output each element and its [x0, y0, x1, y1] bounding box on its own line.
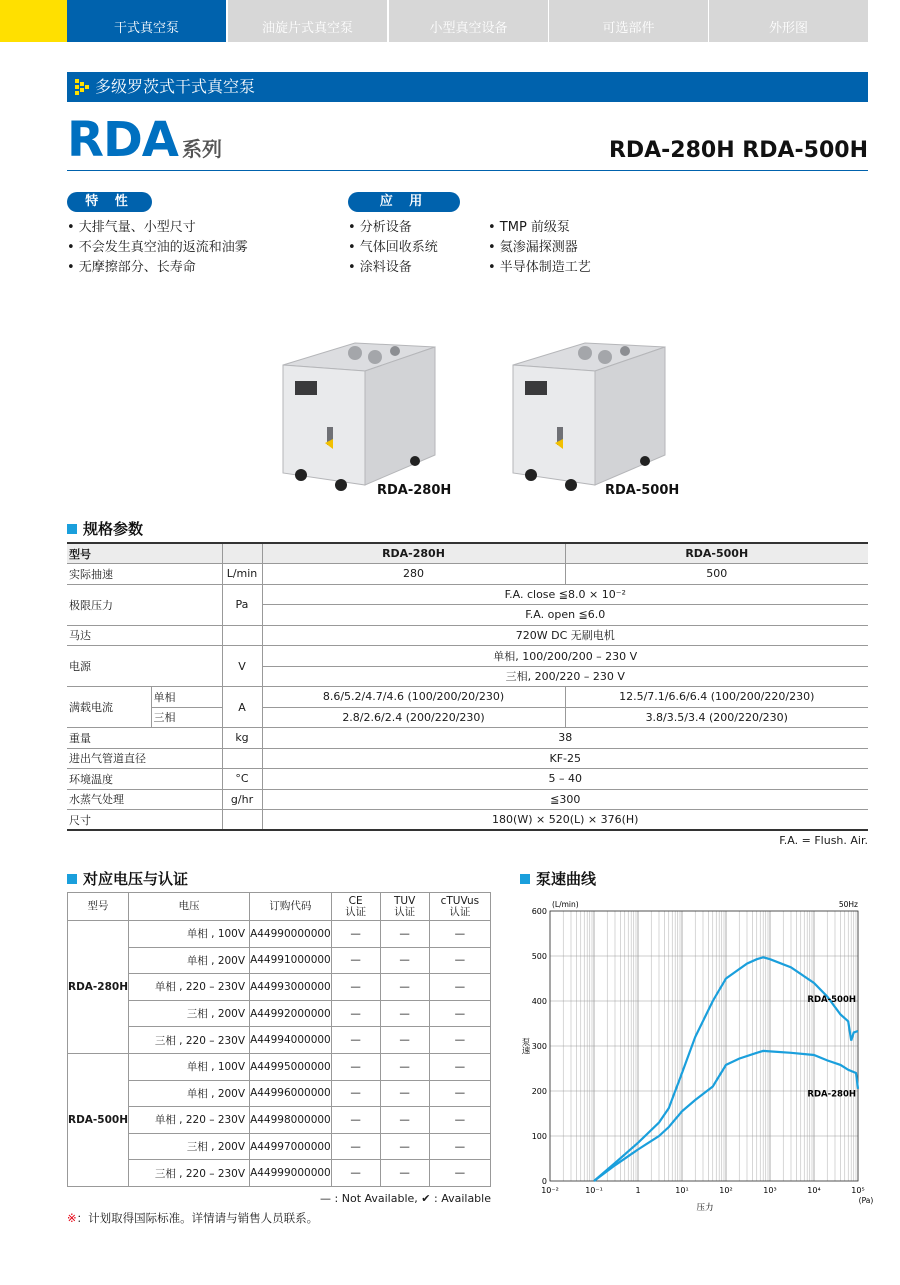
- order-code-cell: A44994000000: [250, 1027, 332, 1054]
- application-item: • TMP 前级泵: [488, 220, 570, 235]
- top-tab-bar: [0, 0, 900, 42]
- models-heading: RDA-280H RDA-500H: [608, 138, 868, 163]
- pump-label: RDA-280H: [377, 483, 452, 498]
- ce-cell: —: [331, 1107, 380, 1134]
- pump-illustration: [505, 335, 675, 495]
- voltage-cell: 单相 , 200V: [129, 947, 250, 974]
- spec-section-title: 规格参数: [67, 518, 143, 539]
- ctuvus-cell: —: [429, 1133, 490, 1160]
- curve-section-title: 泵速曲线: [520, 868, 596, 889]
- ctuvus-cell: —: [429, 974, 490, 1001]
- y-tick-label: 400: [531, 997, 547, 1006]
- tab-optional-parts[interactable]: 可选部件: [549, 0, 708, 42]
- table-row: F.A. open ≦6.0: [67, 605, 868, 626]
- series-name: RDA: [67, 112, 178, 168]
- x-tick-label: 10⁴: [807, 1186, 821, 1195]
- table-row: [68, 1160, 491, 1187]
- col-header: 电压: [129, 893, 250, 921]
- y-tick-label: 300: [531, 1042, 547, 1051]
- col-header: cTUVus 认证: [429, 893, 490, 921]
- tuv-cell: —: [380, 974, 429, 1001]
- table-row: [68, 1133, 491, 1160]
- ctuvus-cell: —: [429, 947, 490, 974]
- tuv-cell: —: [380, 1160, 429, 1187]
- pump-label: RDA-500H: [605, 483, 680, 498]
- series-label: RDA-280H: [807, 1089, 856, 1100]
- note-text: ：计划取得国际标准。详情请与销售人员联系。: [76, 1211, 319, 1225]
- tuv-cell: —: [380, 921, 429, 948]
- tab-oil-rotary-pump[interactable]: 油旋片式真空泵: [228, 0, 387, 42]
- x-axis-label: 压力: [696, 1203, 714, 1213]
- series-title: [67, 112, 222, 168]
- divider-line: [67, 170, 868, 171]
- y-tick-label: 0: [541, 1177, 547, 1186]
- tuv-cell: —: [380, 1107, 429, 1134]
- tuv-cell: —: [380, 1133, 429, 1160]
- table-row: 型号 RDA-280H RDA-500H: [67, 543, 868, 564]
- pump-image-rda-500h: [505, 335, 705, 500]
- flush-air-note: F.A. = Flush. Air.: [779, 834, 868, 847]
- table-header-row: [68, 893, 491, 921]
- frequency-label: 50Hz: [838, 900, 858, 909]
- ce-cell: —: [331, 1000, 380, 1027]
- pump-image-rda-280h: [270, 335, 470, 500]
- voltage-certification-table: [67, 892, 491, 1187]
- order-code-cell: A44993000000: [250, 974, 332, 1001]
- voltage-cell: 单相 , 220 – 230V: [129, 974, 250, 1001]
- table-row: 进出气管道直径 KF-25: [67, 748, 868, 769]
- square-bullet-icon: [520, 874, 530, 884]
- tab-outline-drawing[interactable]: 外形图: [709, 0, 868, 42]
- table-row: 尺寸 180(W) × 520(L) × 376(H): [67, 810, 868, 831]
- x-tick-label: 10²: [719, 1186, 733, 1195]
- table-row: 重量 kg 38: [67, 728, 868, 749]
- ce-cell: —: [331, 1027, 380, 1054]
- x-tick-label: 10⁻²: [541, 1186, 559, 1195]
- order-code-cell: A44996000000: [250, 1080, 332, 1107]
- table-row: 满载电流 单相 A 8.6/5.2/4.7/4.6 (100/200/20/230) 12.5/7.1/6.6/6.4 (100/200/220/230): [67, 687, 868, 708]
- ce-cell: —: [331, 1080, 380, 1107]
- table-row: [68, 1027, 491, 1054]
- x-tick-label: 10⁵: [851, 1186, 865, 1195]
- section-band: [67, 72, 868, 102]
- ce-cell: —: [331, 974, 380, 1001]
- footnote: [67, 1210, 318, 1226]
- ctuvus-cell: —: [429, 1053, 490, 1080]
- table-row: 三相, 200/220 – 230 V: [67, 666, 868, 687]
- spec-table: [67, 542, 868, 831]
- tab-dry-vacuum-pump[interactable]: 干式真空泵: [67, 0, 226, 42]
- ctuvus-cell: —: [429, 1107, 490, 1134]
- order-code-cell: A44990000000: [250, 921, 332, 948]
- application-item: • 涂料设备: [348, 260, 412, 275]
- y-axis-label: 泵速: [520, 1037, 530, 1055]
- x-tick-label: 1: [635, 1186, 641, 1195]
- tab-small-vacuum-equipment[interactable]: 小型真空设备: [389, 0, 548, 42]
- features-pill: 特 性: [67, 192, 152, 212]
- x-tick-label: 10³: [763, 1186, 777, 1195]
- band-title: 多级罗茨式干式真空泵: [95, 77, 256, 96]
- yellow-corner-block: [0, 0, 67, 42]
- tuv-cell: —: [380, 1000, 429, 1027]
- order-code-cell: A44992000000: [250, 1000, 332, 1027]
- table-row: [68, 947, 491, 974]
- x-unit-label: (Pa): [858, 1196, 874, 1205]
- application-item: • 氦渗漏探测器: [488, 240, 578, 255]
- tuv-cell: —: [380, 1080, 429, 1107]
- ctuvus-cell: —: [429, 1027, 490, 1054]
- voltage-section-title: 对应电压与认证: [67, 868, 188, 889]
- x-tick-label: 10⁻¹: [585, 1186, 603, 1195]
- table-row: 极限压力 Pa F.A. close ≦8.0 × 10⁻²: [67, 584, 868, 605]
- voltage-cell: 单相 , 100V: [129, 921, 250, 948]
- series-label: RDA-500H: [807, 995, 856, 1006]
- col-header: TUV 认证: [380, 893, 429, 921]
- model-cell: RDA-500H: [68, 1053, 129, 1186]
- order-code-cell: A44995000000: [250, 1053, 332, 1080]
- order-code-cell: A44999000000: [250, 1160, 332, 1187]
- voltage-cell: 单相 , 220 – 230V: [129, 1107, 250, 1134]
- table-row: [68, 1000, 491, 1027]
- voltage-cell: 三相 , 220 – 230V: [129, 1027, 250, 1054]
- application-item: • 气体回收系统: [348, 240, 438, 255]
- order-code-cell: A44997000000: [250, 1133, 332, 1160]
- table-row: [68, 1080, 491, 1107]
- feature-item: • 不会发生真空油的返流和油雾: [67, 240, 248, 255]
- pump-speed-chart: [515, 896, 875, 1216]
- square-bullet-icon: [67, 874, 77, 884]
- series-suffix: 系列: [181, 137, 222, 161]
- ce-cell: —: [331, 947, 380, 974]
- voltage-cell: 单相 , 100V: [129, 1053, 250, 1080]
- model-cell: RDA-280H: [68, 921, 129, 1054]
- ctuvus-cell: —: [429, 1080, 490, 1107]
- y-tick-label: 200: [531, 1087, 547, 1096]
- y-tick-label: 500: [531, 952, 547, 961]
- ce-cell: —: [331, 1160, 380, 1187]
- ce-cell: —: [331, 921, 380, 948]
- order-code-cell: A44998000000: [250, 1107, 332, 1134]
- voltage-cell: 单相 , 200V: [129, 1080, 250, 1107]
- application-item: • 半导体制造工艺: [488, 260, 591, 275]
- table-row: [68, 1107, 491, 1134]
- col-header: CE 认证: [331, 893, 380, 921]
- feature-item: • 无摩擦部分、长寿命: [67, 260, 196, 275]
- ce-cell: —: [331, 1133, 380, 1160]
- tuv-cell: —: [380, 947, 429, 974]
- ce-cell: —: [331, 1053, 380, 1080]
- ctuvus-cell: —: [429, 1000, 490, 1027]
- table-row: [68, 921, 491, 948]
- table-row: 电源 V 单相, 100/200/200 – 230 V: [67, 646, 868, 667]
- availability-legend: — : Not Available, ✔ : Available: [320, 1192, 491, 1205]
- pump-illustration: [275, 335, 445, 495]
- ctuvus-cell: —: [429, 921, 490, 948]
- note-mark: ※: [67, 1211, 77, 1225]
- y-tick-label: 100: [531, 1132, 547, 1141]
- col-header: 订购代码: [250, 893, 332, 921]
- table-row: 环境温度 °C 5 – 40: [67, 769, 868, 790]
- table-row: [68, 1053, 491, 1080]
- y-tick-label: 600: [531, 907, 547, 916]
- square-bullet-icon: [67, 524, 77, 534]
- application-item: • 分析设备: [348, 220, 412, 235]
- x-tick-label: 10¹: [675, 1186, 689, 1195]
- table-row: 实际抽速 L/min 280 500: [67, 564, 868, 585]
- y-unit-label: (L/min): [552, 900, 579, 909]
- feature-item: • 大排气量、小型尺寸: [67, 220, 196, 235]
- dot-grid-icon: [75, 79, 89, 95]
- voltage-cell: 三相 , 200V: [129, 1000, 250, 1027]
- order-code-cell: A44991000000: [250, 947, 332, 974]
- tuv-cell: —: [380, 1053, 429, 1080]
- table-row: 马达 720W DC 无刷电机: [67, 625, 868, 646]
- ctuvus-cell: —: [429, 1160, 490, 1187]
- tuv-cell: —: [380, 1027, 429, 1054]
- voltage-cell: 三相 , 200V: [129, 1133, 250, 1160]
- applications-pill: 应 用: [348, 192, 460, 212]
- table-row: [68, 974, 491, 1001]
- col-header: 型号: [68, 893, 129, 921]
- table-row: 水蒸气处理 g/hr ≦300: [67, 789, 868, 810]
- voltage-cell: 三相 , 220 – 230V: [129, 1160, 250, 1187]
- table-row: 三相 2.8/2.6/2.4 (200/220/230) 3.8/3.5/3.4 (200/220/230): [67, 707, 868, 728]
